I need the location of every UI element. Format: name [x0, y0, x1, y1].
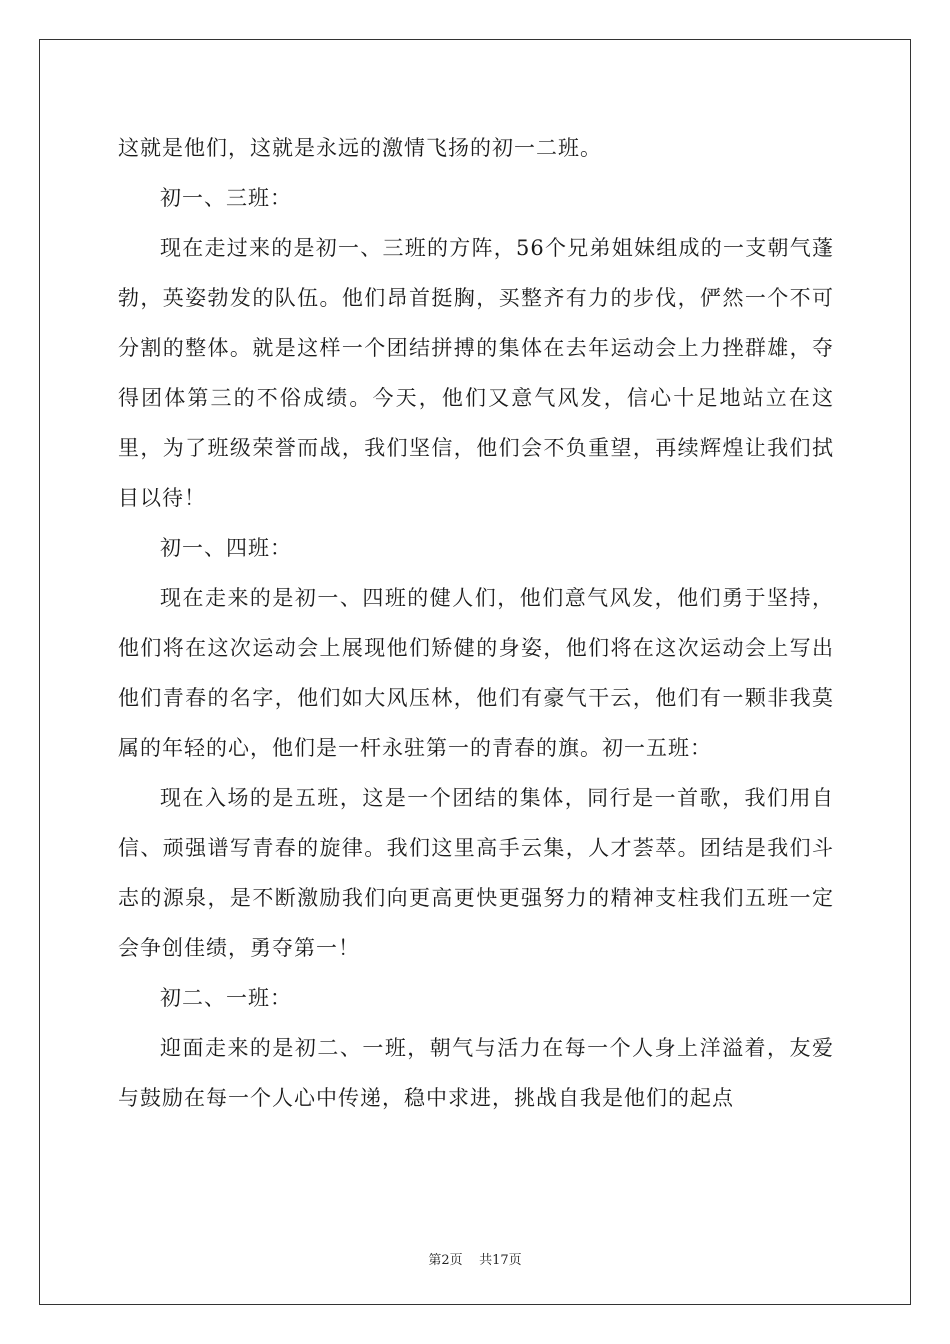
section-heading: 初一、四班：	[160, 536, 292, 560]
section-heading: 初一、三班：	[160, 186, 292, 210]
paragraph: 现在入场的是五班，这是一个团结的集体，同行是一首歌，我们用自信、顽强谱写青春的旋律。我们这里高手云集，人才荟萃。团结是我们斗志的源泉，是不断激励我们向更高更快更强努力的精神支柱我们五班一定会争创佳绩，勇夺第一！	[118, 786, 834, 960]
paragraph: 现在走来的是初一、四班的健人们，他们意气风发，他们勇于坚持，他们将在这次运动会上展现他们矫健的身姿，他们将在这次运动会上写出他们青春的名字，他们如大风压林，他们有豪气干云，他们有一颗非我莫属的年轻的心，他们是一杆永驻第一的青春的旗。初一五班：	[118, 586, 834, 760]
page-number: 第2页	[428, 1253, 463, 1268]
document-body	[118, 123, 834, 1123]
paragraph: 迎面走来的是初二、一班，朝气与活力在每一个人身上洋溢着，友爱与鼓励在每一个人心中传递，稳中求进，挑战自我是他们的起点	[118, 1036, 834, 1110]
page-footer	[0, 1249, 950, 1268]
paragraph: 现在走过来的是初一、三班的方阵，56个兄弟姐妹组成的一支朝气蓬勃，英姿勃发的队伍。他们昂首挺胸，买整齐有力的步伐，俨然一个不可分割的整体。就是这样一个团结拼搏的集体在去年运动会上力挫群雄，夺得团体第三的不俗成绩。今天，他们又意气风发，信心十足地站立在这里，为了班级荣誉而战，我们坚信，他们会不负重望，再续辉煌让我们拭目以待！	[118, 236, 834, 510]
section-heading: 初二、一班：	[160, 986, 292, 1010]
page-total: 共17页	[479, 1253, 522, 1268]
paragraph: 这就是他们，这就是永远的激情飞扬的初一二班。	[118, 136, 602, 160]
